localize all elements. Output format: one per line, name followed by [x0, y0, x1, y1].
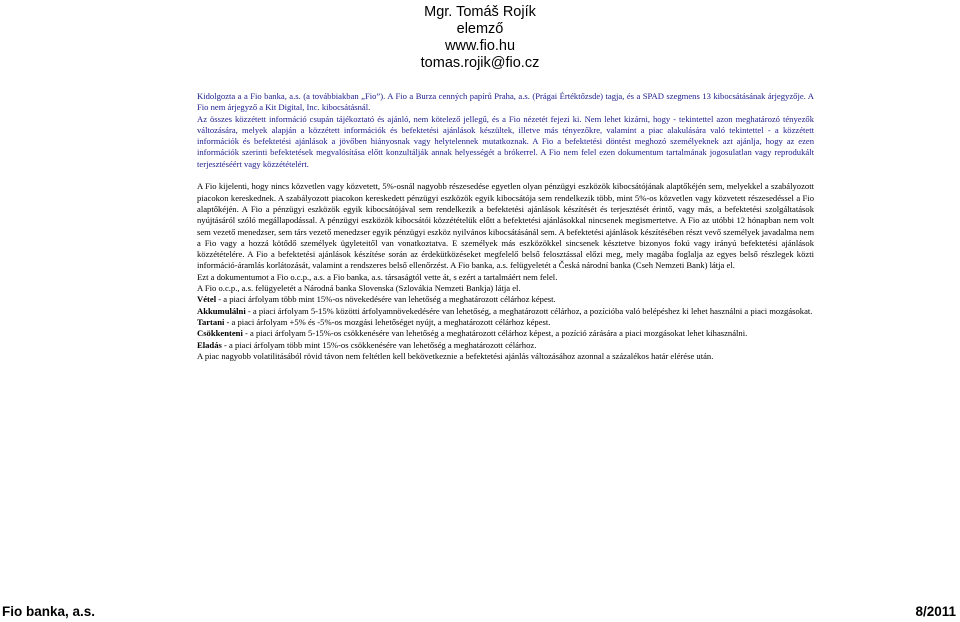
disclaimer-body — [197, 91, 814, 362]
paragraph-volatility: A piac nagyobb volatilitásából rövid távon nem feltétlen kell bekövetkeznie a befektetési ajánlás változásához azonnal a százalékos határ elérése után. — [197, 350, 714, 361]
rating-sell-term: Eladás — [197, 339, 222, 350]
rating-buy-text: - a piaci árfolyam több mint 15%-os növekedésére van lehetőség a meghatározott célárhoz képest. — [216, 294, 556, 305]
rating-reduce-text: - a piaci árfolyam 5-15%-os csökkenésére van lehetőség a meghatározott célárhoz képest, a pozíció zárására a piaci mozgásokat lehet kihasználni. — [242, 328, 748, 339]
rating-accumulate-text: - a piaci árfolyam 5-15% közötti árfolyamnövekedésére van lehetőség, a meghatározott célárhoz, a pozícióba való belépéshez ki lehet használni a piaci mozgásokat. — [245, 305, 813, 316]
page-header — [0, 4, 960, 72]
paragraph-adoption: Ezt a dokumentumot a Fio o.c.p., a.s. a Fio banka, a.s. társaságtól vette át, s ezért a tartalmáért nem felel. — [197, 271, 558, 282]
rating-accumulate — [197, 306, 814, 317]
author-name: Mgr. Tomáš Rojík — [424, 4, 536, 20]
rating-buy-term: Vétel — [197, 294, 217, 305]
rating-hold-text: - a piaci árfolyam +5% és -5%-os mozgási lehetőséget nyújt, a meghatározott célárhoz képest. — [224, 316, 551, 327]
website-link[interactable]: www.fio.hu — [444, 38, 516, 54]
paragraph-preparation: Kidolgozta a a Fio banka, a.s. (a továbbiakban „Fio”). A Fio a Burza cenných papírů Praha, a.s. (Prágai Értéktőzsde) tagja, és a SPAD szegmens 13 kibocsátásának árjegyzője. A Fio nem árjegyző a Kit Digital, Inc. kibocsátásnál. — [197, 91, 814, 113]
paragraph-information: Az összes közzétett információ csupán tájékoztató és ajánló, nem kötelező jellegű, és a Fio nézetét fejezi ki. Nem lehet kizárni, hogy - tekintettel azon meghatározó tényezők változására, melyek alapján a közzétett információk és befektetési ajánlások készültek, illetve más tényezőkre, valamint a piac alakulására való tekintettel - a közzétett információk és befektetési ajánlások a jövőben hiányosnak vagy helytelennek mutatkoznak. A Fio a befektetési döntést meghozó személyeknek azt ajánlja, hogy az ezen információk szerinti befektetések megvalósítása előtt konzultálják annak helyességét a brókerrel. A Fio nem felel ezen dokumentum tartalmának jogosulatlan vagy reprodukált terjesztéséért vagy közzétételért. — [197, 113, 814, 169]
rating-reduce-term: Csökkenteni — [197, 328, 243, 339]
footer-page-number: 8/2011 — [915, 604, 956, 619]
rating-accumulate-term: Akkumulálni — [197, 305, 246, 316]
rating-sell — [197, 340, 814, 351]
author-role: elemző — [456, 21, 504, 37]
email-link[interactable]: tomas.rojik@fio.cz — [420, 55, 540, 71]
rating-sell-text: - a piaci árfolyam több mint 15%-os csökkenésére van lehetőség a meghatározott célárhoz. — [221, 339, 537, 350]
footer-company: Fio banka, a.s. — [2, 604, 96, 619]
rating-hold-term: Tartani — [197, 316, 225, 327]
paragraph-declaration: A Fio kijelenti, hogy nincs közvetlen vagy közvetett, 5%-osnál nagyobb részesedése egyetlen olyan pénzügyi eszközök kibocsátójának alaptőkéjén sem, melyekkel a szabályozott piacokon kereskednek. A szabályozott piacokon kereskedett pénzügyi eszközök egyik kibocsátója sem rendelkezik több, mint 5%-os közvetlen vagy közvetett részesedéssel a Fio alaptőkéjén. A Fio a pénzügyi eszközök egyik kibocsátójával sem rendelkezik a befektetési ajánlások készítését és terjesztését érintő, vagy más, a befektetési szolgáltatások nyújtásáról szóló megállapodással. A pénzügyi eszközök kibocsátói közzétételük előtt a befektetési ajánlásokkal nincsenek megismertetve. A Fio az utóbbi 12 hónapban nem volt sem vezető menedzser, sem társ vezető menedzser egyik pénzügyi eszköz nyilvános kibocsátásánál sem. A befektetési ajánlások készítésében részt vevő személyek javadalma nem a Fio vagy a hozzá kötődő személyek ügyleteitől van vonatkoztatva. E személyek más eszközökkel sincsenek késztetve bizonyos fokú vagy irányú befektetési ajánlások közzétételére. A Fio a befektetési ajánlások készítése során az érdekütközéseket megfelelő belső felosztással előzi meg, mely magába foglalja az egyes belső részlegek közti információ-áramlás korlátozását, valamint a rendszeres belső ellenőrzést. A Fio banka, a.s. felügyeletét a Česká národní banka (Cseh Nemzeti Bank) látja el. — [197, 181, 814, 271]
rating-reduce — [197, 328, 814, 339]
rating-buy — [197, 294, 814, 305]
rating-hold — [197, 317, 814, 328]
paragraph-supervision: A Fio o.c.p., a.s. felügyeletét a Národná banka Slovenska (Szlovákia Nemzeti Bankja) látja el. — [197, 283, 521, 294]
